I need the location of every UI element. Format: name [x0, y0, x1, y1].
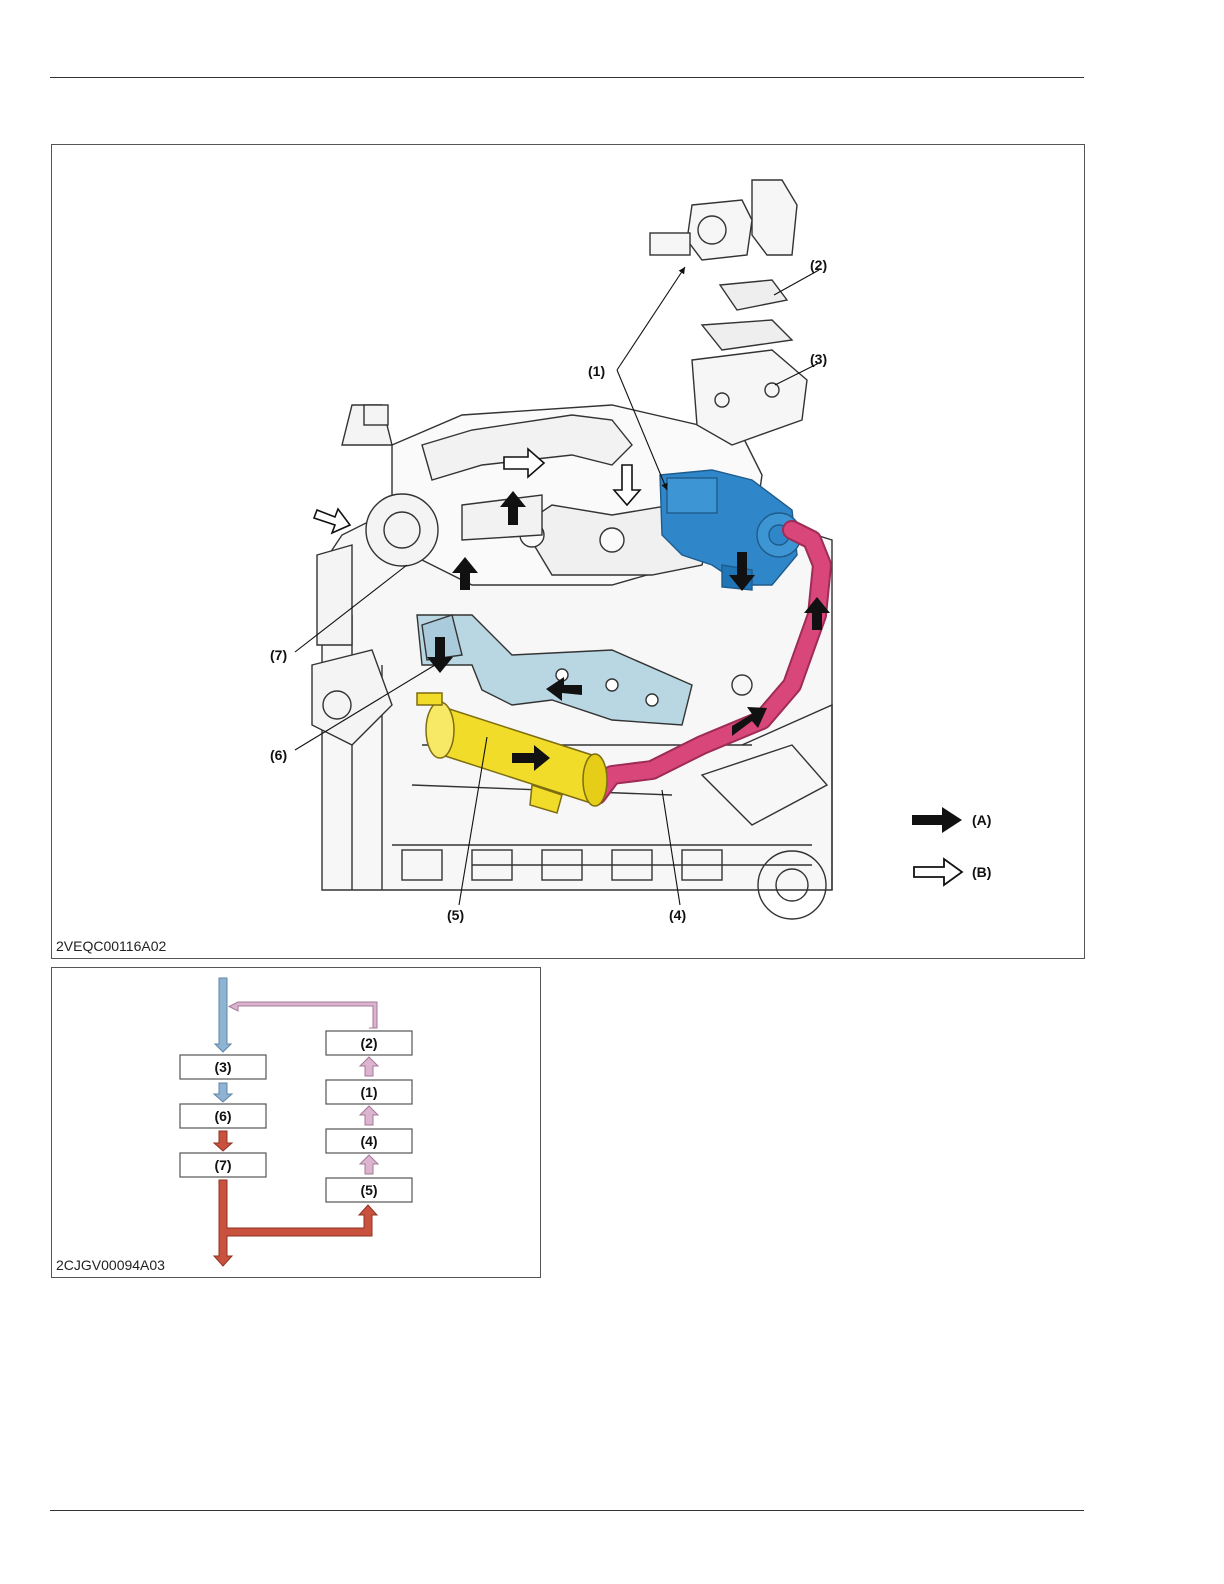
figure-engine-egr — [51, 144, 1085, 959]
box-1-label: (1) — [360, 1084, 378, 1100]
egr-flow-arrow-1-2 — [360, 1057, 378, 1076]
egr-flow-return — [229, 1002, 377, 1028]
legend-solid-arrow — [912, 807, 962, 833]
figure-2-code: 2CJGV00094A03 — [56, 1257, 165, 1273]
box-4-label: (4) — [360, 1133, 378, 1149]
callout-5: (5) — [447, 907, 465, 923]
flow-diagram — [52, 968, 540, 1277]
callout-1: (1) — [588, 363, 606, 379]
intake-flow-arrow-main — [215, 978, 231, 1052]
callout-7: (7) — [270, 647, 288, 663]
engine-illustration — [52, 145, 1084, 958]
footer-rule — [50, 1510, 1084, 1511]
egr-flow-arrow-5-4 — [360, 1155, 378, 1174]
legend-hollow-arrow — [914, 859, 962, 885]
figure-flow-diagram — [51, 967, 541, 1278]
callout-2: (2) — [810, 257, 828, 273]
intake-flow-arrow-3-6 — [214, 1083, 232, 1102]
box-2-label: (2) — [360, 1035, 378, 1051]
callout-3: (3) — [810, 351, 828, 367]
egr-flow-arrow-4-1 — [360, 1106, 378, 1125]
egr-valve-exploded — [650, 180, 807, 445]
callout-4: (4) — [669, 907, 687, 923]
box-5-label: (5) — [360, 1182, 378, 1198]
callout-6: (6) — [270, 747, 288, 763]
box-6-label: (6) — [214, 1108, 232, 1124]
box-3-label: (3) — [214, 1059, 232, 1075]
box-7-label: (7) — [214, 1157, 232, 1173]
legend-b-label: (B) — [972, 864, 992, 880]
exhaust-flow-arrow-6-7 — [214, 1131, 232, 1151]
legend-a-label: (A) — [972, 812, 992, 828]
header-rule — [50, 77, 1084, 78]
figure-1-code: 2VEQC00116A02 — [56, 938, 167, 954]
